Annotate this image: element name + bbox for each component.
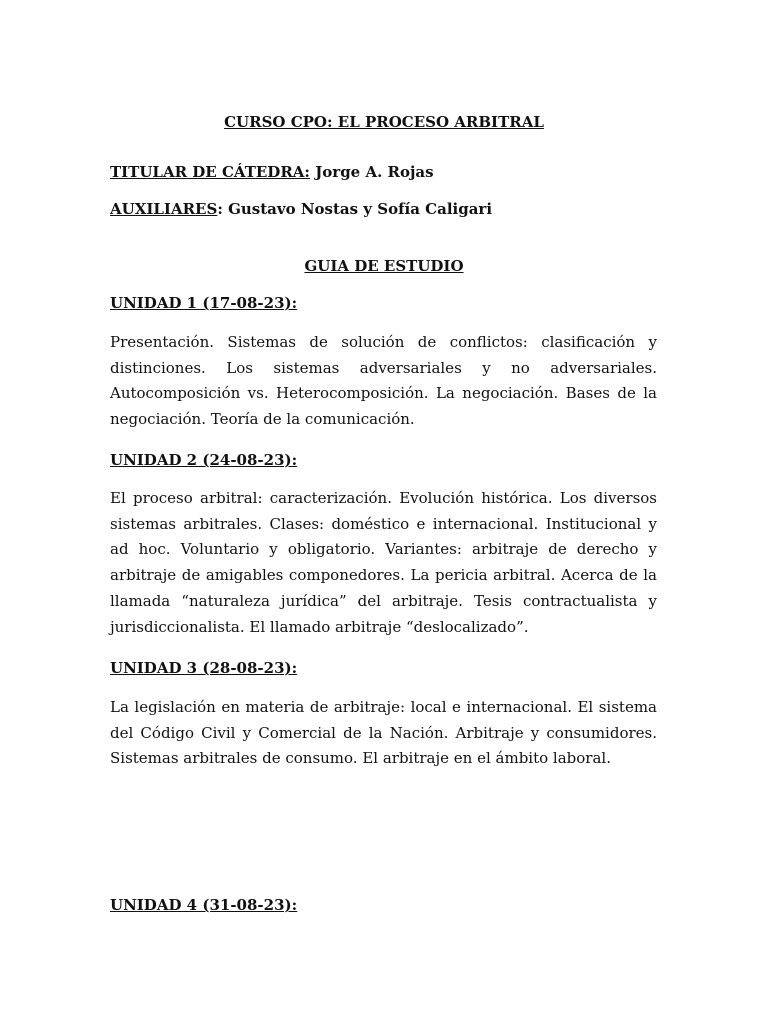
auxiliares-line (110, 200, 492, 218)
unit-1-text: Presentación. Sistemas de solución de conflictos: clasificación y distinciones. Los sistemas adversariales y no adversariales. Autocomposición vs. Heterocomposición. La negociación. Bases de la negociación. Teoría de la comunicación. (110, 333, 657, 429)
titular-label: TITULAR DE CÁTEDRA: (110, 163, 310, 181)
titular-line (110, 163, 434, 181)
auxiliares-names: : Gustavo Nostas y Sofía Caligari (217, 200, 493, 218)
unit-3-heading: UNIDAD 3 (28-08-23): (110, 659, 298, 677)
unit-1-heading: UNIDAD 1 (17-08-23): (110, 294, 298, 312)
auxiliares-label: AUXILIARES (110, 200, 218, 218)
titular-name: Jorge A. Rojas (309, 163, 434, 181)
unit-4-heading: UNIDAD 4 (31-08-23): (110, 896, 298, 914)
unit-2-text: El proceso arbitral: caracterización. Evolución histórica. Los diversos sistemas arbitrales. Clases: doméstico e internacional. Institucional y ad hoc. Voluntario y obligatorio. Variantes: arbitraje de derecho y arbitraje de amigables componedores. La pericia arbitral. Acerca de la llamada “naturaleza jurídica” del arbitraje. Tesis contractualista y jurisdiccionalista. El llamado arbitraje “deslocalizado”. (110, 489, 657, 636)
course-title: CURSO CPO: EL PROCESO ARBITRAL (224, 113, 544, 131)
guide-title: GUIA DE ESTUDIO (304, 257, 464, 275)
unit-2-heading: UNIDAD 2 (24-08-23): (110, 451, 298, 469)
unit-3-text: La legislación en materia de arbitraje: local e internacional. El sistema del Código Civil y Comercial de la Nación. Arbitraje y consumidores. Sistemas arbitrales de consumo. El arbitraje en el ámbito laboral. (110, 698, 657, 768)
